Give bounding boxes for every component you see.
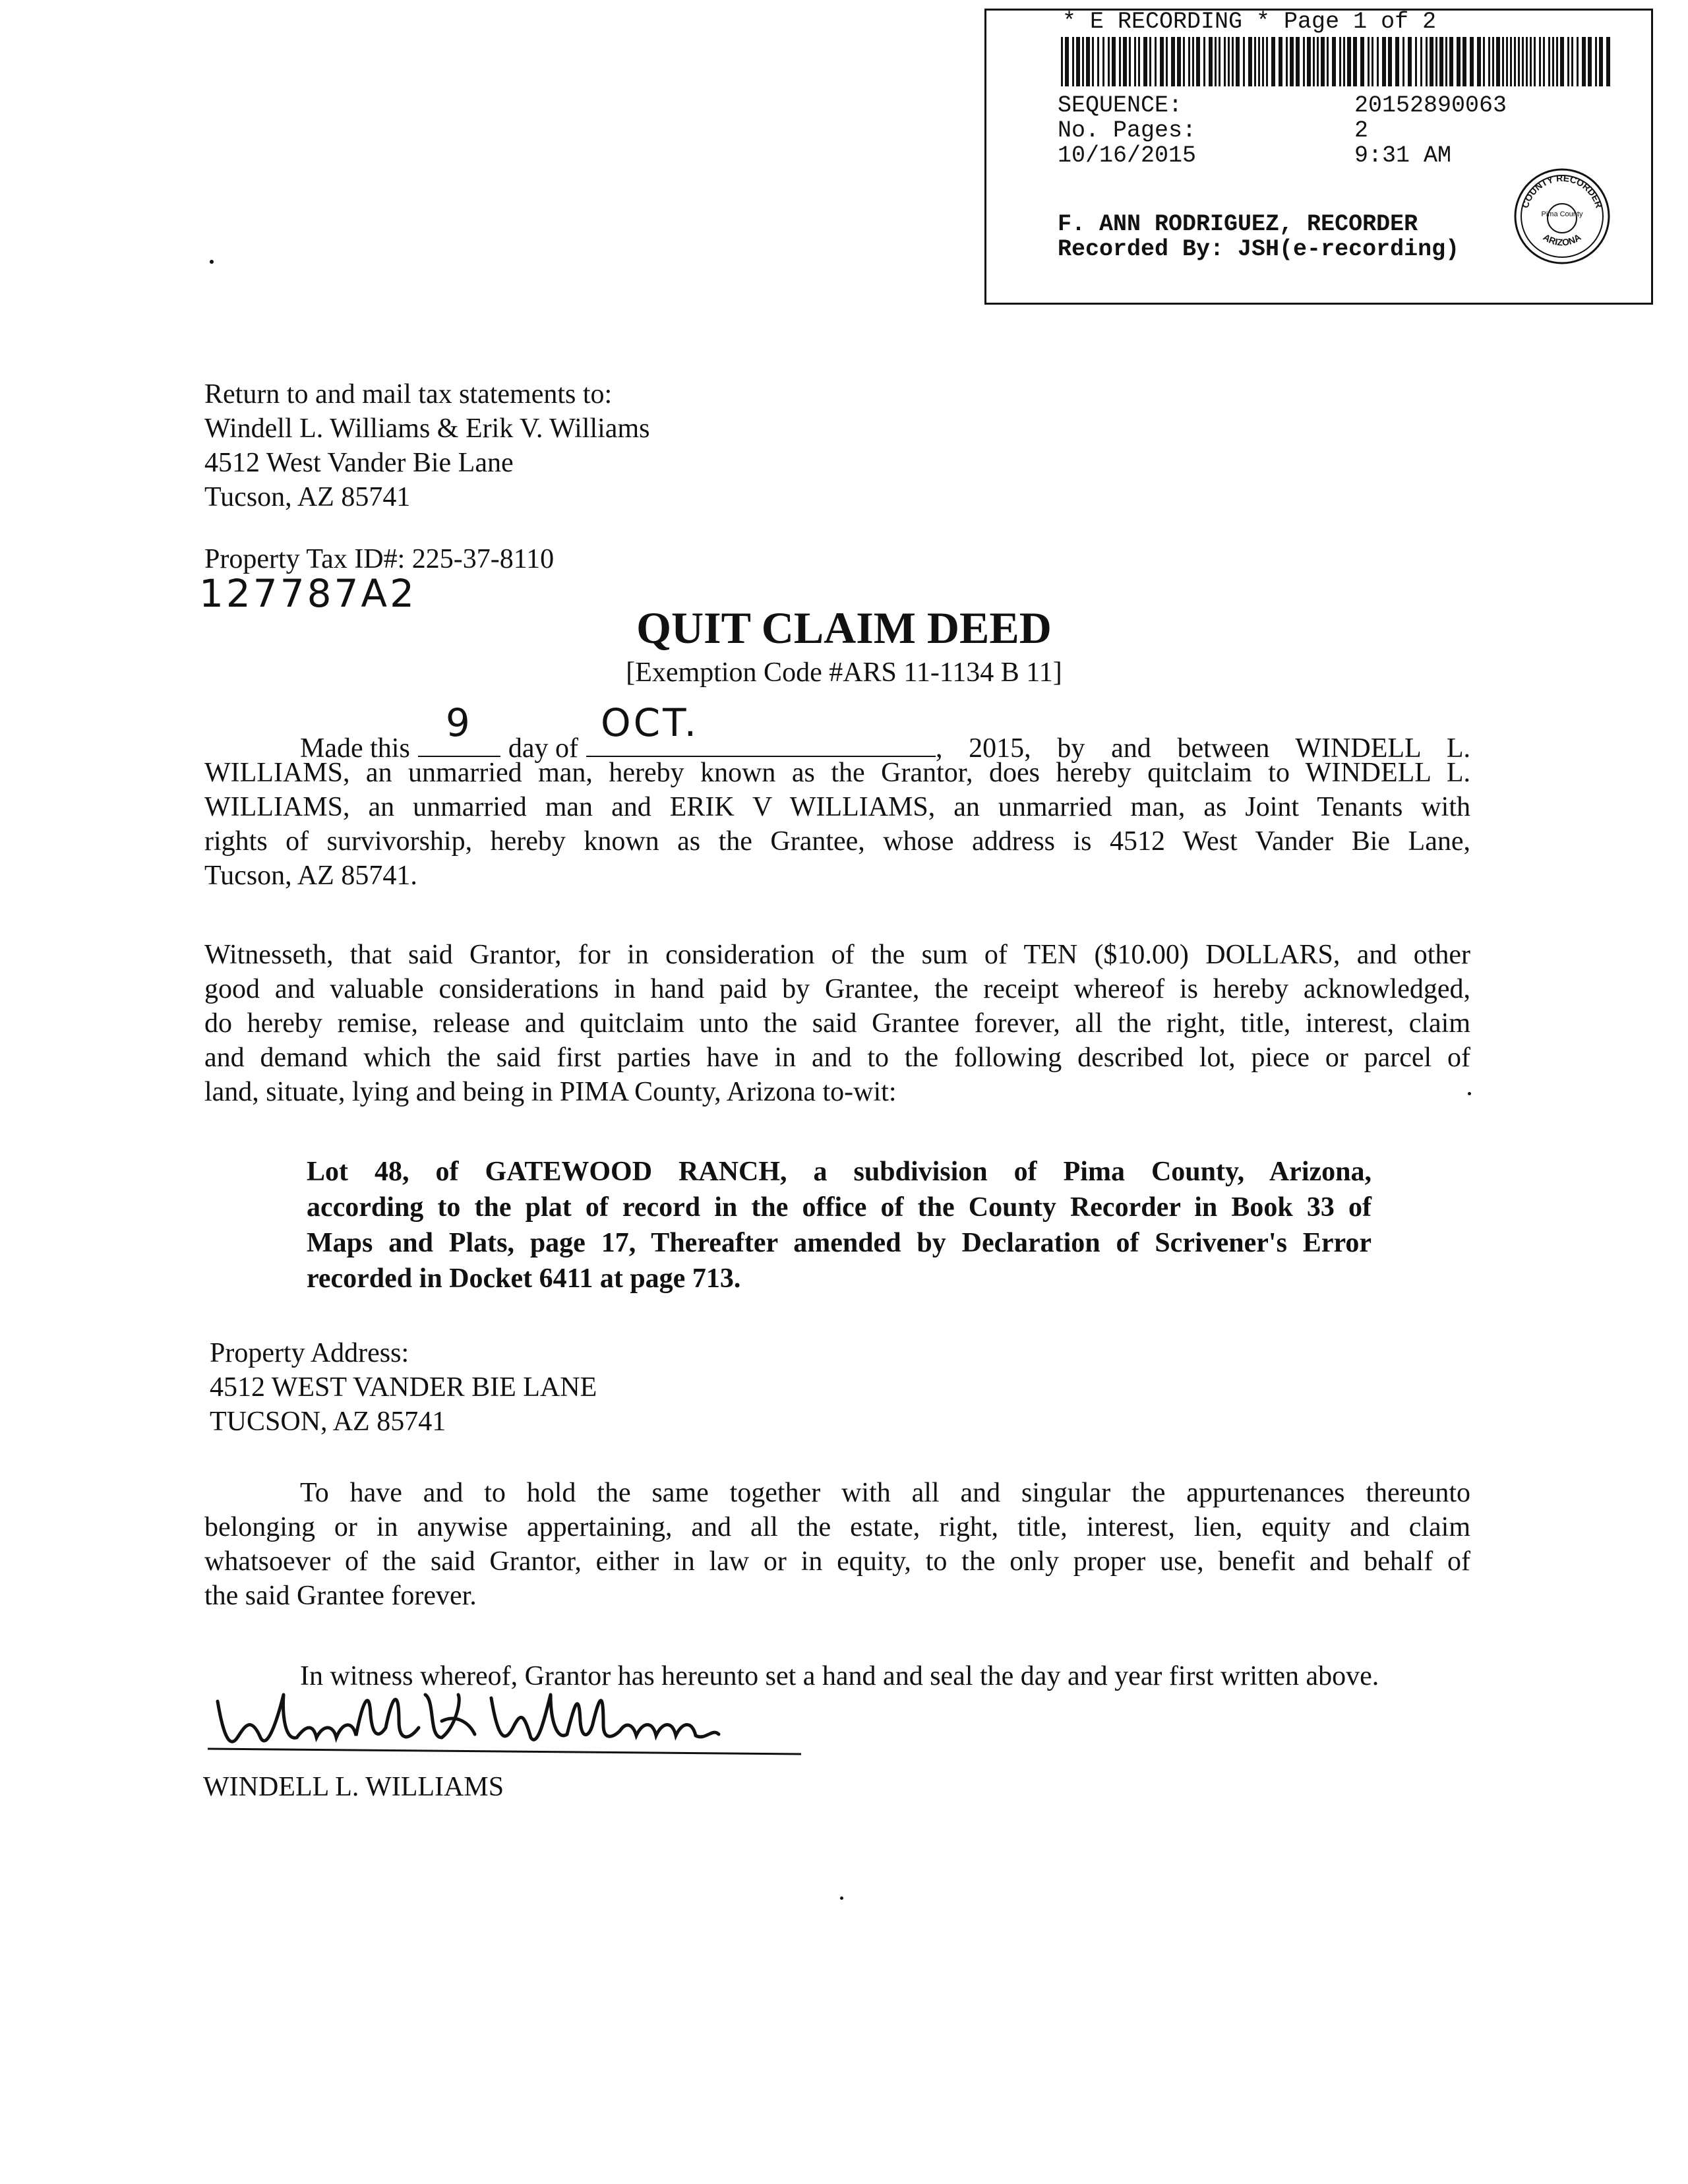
return-names: Windell L. Williams & Erik V. Williams: [204, 413, 650, 444]
barcode-bar: [1236, 37, 1240, 86]
witnesseth-line-2: good and valuable considerations in hand paid by Grantee, the receipt whereof is hereby acknowledged,: [204, 974, 1470, 1004]
barcode-bar: [1606, 37, 1610, 86]
barcode-bar: [1510, 37, 1512, 86]
barcode-bar: [1065, 37, 1069, 86]
barcode-bar: [1108, 37, 1110, 86]
barcode-bar: [1343, 37, 1345, 86]
barcode-bar: [1552, 37, 1554, 86]
barcode-bar: [1488, 37, 1490, 86]
stamp-header: * E RECORDING * Page 1 of 2: [1062, 9, 1437, 35]
barcode-bar: [1138, 37, 1140, 86]
barcode-bar: [1599, 37, 1603, 86]
barcode-bar: [1258, 37, 1260, 86]
barcode-bar: [1420, 37, 1422, 86]
witness-clause: In witness whereof, Grantor has hereunto set a hand and seal the day and year first written above.: [300, 1661, 1379, 1691]
barcode-bar: [1470, 37, 1474, 86]
barcode-bar: [1072, 37, 1074, 86]
barcode-bar: [1571, 37, 1573, 86]
signature-icon: [198, 1675, 811, 1767]
barcode-bar: [1166, 37, 1168, 86]
made-this-line-3: WILLIAMS, an unmarried man and ERIK V WILLIAMS, an unmarried man, as Joint Tenants with: [204, 792, 1470, 822]
legal-line-3: Maps and Plats, page 17, Thereafter amended by Declaration of Scrivener's Error: [307, 1228, 1372, 1258]
barcode: [1061, 37, 1612, 86]
barcode-bar: [1402, 37, 1404, 86]
stray-mark: [1468, 1092, 1471, 1095]
witnesseth-line-3: do hereby remise, release and quitclaim unto the said Grantee forever, all the right, title, interest, claim: [204, 1008, 1470, 1039]
barcode-bar: [1518, 37, 1520, 86]
barcode-bar: [1254, 37, 1256, 86]
barcode-bar: [1382, 37, 1386, 86]
svg-text:COUNTY RECORDER: COUNTY RECORDER: [1519, 172, 1605, 210]
made-this-line-2: WILLIAMS, an unmarried man, hereby known as the Grantor, does hereby quitclaim to WINDELL L.: [204, 758, 1470, 788]
barcode-bar: [1286, 37, 1288, 86]
barcode-bar: [1514, 37, 1516, 86]
barcode-bar: [1339, 37, 1341, 86]
made-this-prefix: Made this: [300, 733, 410, 764]
made-this-suffix: , 2015, by and between WINDELL L.: [935, 733, 1470, 764]
svg-text:Pima County: Pima County: [1541, 210, 1583, 218]
witnesseth-line-1: Witnesseth, that said Grantor, for in consideration of the sum of TEN ($10.00) DOLLARS, and other: [204, 940, 1470, 970]
recording-date: 10/16/2015: [1058, 142, 1197, 169]
barcode-bar: [1155, 37, 1157, 86]
recording-time: 9:31 AM: [1354, 142, 1452, 169]
barcode-bar: [1548, 37, 1550, 86]
barcode-bar: [1248, 37, 1252, 86]
barcode-bar: [1506, 37, 1508, 86]
barcode-bar: [1119, 37, 1121, 86]
habendum-line-4: the said Grantee forever.: [204, 1581, 477, 1611]
made-this-line-4: rights of survivorship, hereby known as the Grantee, whose address is 4512 West Vander Bie Lane,: [204, 826, 1470, 857]
document-title: QUIT CLAIM DEED: [636, 603, 1052, 653]
barcode-bar: [1243, 37, 1245, 86]
barcode-bar: [1445, 37, 1447, 86]
barcode-bar: [1462, 37, 1466, 86]
barcode-bar: [1588, 37, 1592, 86]
barcode-bar: [1149, 37, 1151, 86]
handwritten-day: 9: [445, 700, 473, 745]
barcode-bar: [1203, 37, 1205, 86]
barcode-bar: [1129, 37, 1131, 86]
barcode-bar: [1567, 37, 1569, 86]
barcode-bar: [1582, 37, 1586, 86]
recorded-by: Recorded By: JSH(e-recording): [1058, 236, 1460, 262]
barcode-bar: [1347, 37, 1351, 86]
return-street: 4512 West Vander Bie Lane: [204, 448, 514, 478]
barcode-bar: [1097, 37, 1099, 86]
barcode-bar: [1171, 37, 1175, 86]
barcode-bar: [1224, 37, 1226, 86]
barcode-bar: [1372, 37, 1373, 86]
barcode-bar: [1271, 37, 1275, 86]
barcode-bar: [1430, 37, 1433, 86]
barcode-bar: [1483, 37, 1485, 86]
barcode-bar: [1539, 37, 1541, 86]
habendum-line-3: whatsoever of the said Grantor, either in law or in equity, to the only proper use, benefit and behalf of: [204, 1546, 1470, 1577]
barcode-bar: [1368, 37, 1370, 86]
barcode-bar: [1522, 37, 1524, 86]
barcode-bar: [1317, 37, 1319, 86]
barcode-bar: [1492, 37, 1494, 86]
barcode-bar: [1209, 37, 1213, 86]
recording-stamp: [984, 9, 1653, 305]
exemption-code: [Exemption Code #ARS 11-1134 B 11]: [626, 657, 1062, 688]
barcode-bar: [1477, 37, 1481, 86]
barcode-bar: [1123, 37, 1127, 86]
barcode-bar: [1196, 37, 1200, 86]
svg-text:ARIZONA: ARIZONA: [1541, 231, 1583, 248]
legal-line-2: according to the plat of record in the office of the County Recorder in Book 33 of: [307, 1192, 1372, 1223]
legal-line-4: recorded in Docket 6411 at page 713.: [307, 1263, 741, 1294]
return-heading: Return to and mail tax statements to:: [204, 379, 613, 410]
habendum-line-1: To have and to hold the same together with all and singular the appurtenances thereunto: [300, 1478, 1470, 1508]
barcode-bar: [1076, 37, 1080, 86]
barcode-bar: [1188, 37, 1190, 86]
barcode-bar: [1313, 37, 1315, 86]
barcode-bar: [1502, 37, 1504, 86]
property-tax-id: Property Tax ID#: 225-37-8110: [204, 544, 555, 574]
barcode-bar: [1266, 37, 1268, 86]
barcode-bar: [1160, 37, 1164, 86]
barcode-bar: [1192, 37, 1194, 86]
barcode-bar: [1530, 37, 1532, 86]
pages-value: 2: [1354, 117, 1369, 144]
barcode-bar: [1303, 37, 1305, 86]
barcode-bar: [1560, 37, 1564, 86]
signer-printed-name: WINDELL L. WILLIAMS: [203, 1772, 504, 1802]
barcode-bar: [1360, 37, 1364, 86]
barcode-bar: [1061, 37, 1063, 86]
handwritten-reference: 127787A2: [199, 571, 417, 616]
day-of-text: day of: [508, 733, 578, 764]
property-address-heading: Property Address:: [210, 1338, 409, 1368]
barcode-bar: [1395, 37, 1399, 86]
habendum-line-2: belonging or in anywise appertaining, and all the estate, right, title, interest, lien, equity and claim: [204, 1512, 1470, 1542]
barcode-bar: [1426, 37, 1428, 86]
made-this-line-5: Tucson, AZ 85741.: [204, 861, 417, 891]
barcode-bar: [1296, 37, 1300, 86]
recorder-name: F. ANN RODRIGUEZ, RECORDER: [1058, 211, 1418, 237]
handwritten-month: OCT.: [600, 700, 700, 745]
barcode-bar: [1377, 37, 1379, 86]
barcode-bar: [1290, 37, 1294, 86]
day-blank: [418, 700, 500, 757]
barcode-bar: [1327, 37, 1329, 86]
barcode-bar: [1577, 37, 1579, 86]
barcode-bar: [1408, 37, 1412, 86]
barcode-bar: [1595, 37, 1597, 86]
barcode-bar: [1332, 37, 1336, 86]
barcode-bar: [1388, 37, 1392, 86]
barcode-bar: [1321, 37, 1325, 86]
barcode-bar: [1102, 37, 1104, 86]
barcode-bar: [1232, 37, 1234, 86]
barcode-bar: [1219, 37, 1221, 86]
property-address-street: 4512 WEST VANDER BIE LANE: [210, 1372, 597, 1403]
barcode-bar: [1262, 37, 1264, 86]
witnesseth-line-5: land, situate, lying and being in PIMA County, Arizona to-wit:: [204, 1077, 897, 1107]
barcode-bar: [1435, 37, 1437, 86]
barcode-bar: [1082, 37, 1084, 86]
barcode-bar: [1086, 37, 1090, 86]
sequence-label: SEQUENCE:: [1058, 92, 1183, 119]
barcode-bar: [1134, 37, 1136, 86]
property-address-city: TUCSON, AZ 85741: [210, 1407, 446, 1437]
barcode-bar: [1307, 37, 1311, 86]
barcode-bar: [1177, 37, 1181, 86]
return-city: Tucson, AZ 85741: [204, 482, 411, 512]
barcode-bar: [1112, 37, 1116, 86]
barcode-bar: [1534, 37, 1536, 86]
barcode-bar: [1449, 37, 1453, 86]
barcode-bar: [1556, 37, 1558, 86]
barcode-bar: [1228, 37, 1230, 86]
barcode-bar: [1279, 37, 1282, 86]
barcode-bar: [1215, 37, 1217, 86]
barcode-bar: [1183, 37, 1185, 86]
witnesseth-line-4: and demand which the said first parties have in and to the following described lot, piece or parcel of: [204, 1043, 1470, 1073]
barcode-bar: [1457, 37, 1461, 86]
barcode-bar: [1526, 37, 1528, 86]
stray-mark: [210, 260, 214, 264]
stray-mark: [840, 1896, 843, 1900]
pages-label: No. Pages:: [1058, 117, 1197, 144]
barcode-bar: [1439, 37, 1443, 86]
barcode-bar: [1353, 37, 1357, 86]
barcode-bar: [1496, 37, 1500, 86]
barcode-bar: [1092, 37, 1094, 86]
legal-line-1: Lot 48, of GATEWOOD RANCH, a subdivision of Pima County, Arizona,: [307, 1157, 1372, 1187]
barcode-bar: [1143, 37, 1147, 86]
county-seal-icon: [1513, 167, 1612, 266]
month-blank: [586, 700, 936, 757]
barcode-bar: [1543, 37, 1545, 86]
sequence-value: 20152890063: [1354, 92, 1507, 119]
barcode-bar: [1415, 37, 1417, 86]
